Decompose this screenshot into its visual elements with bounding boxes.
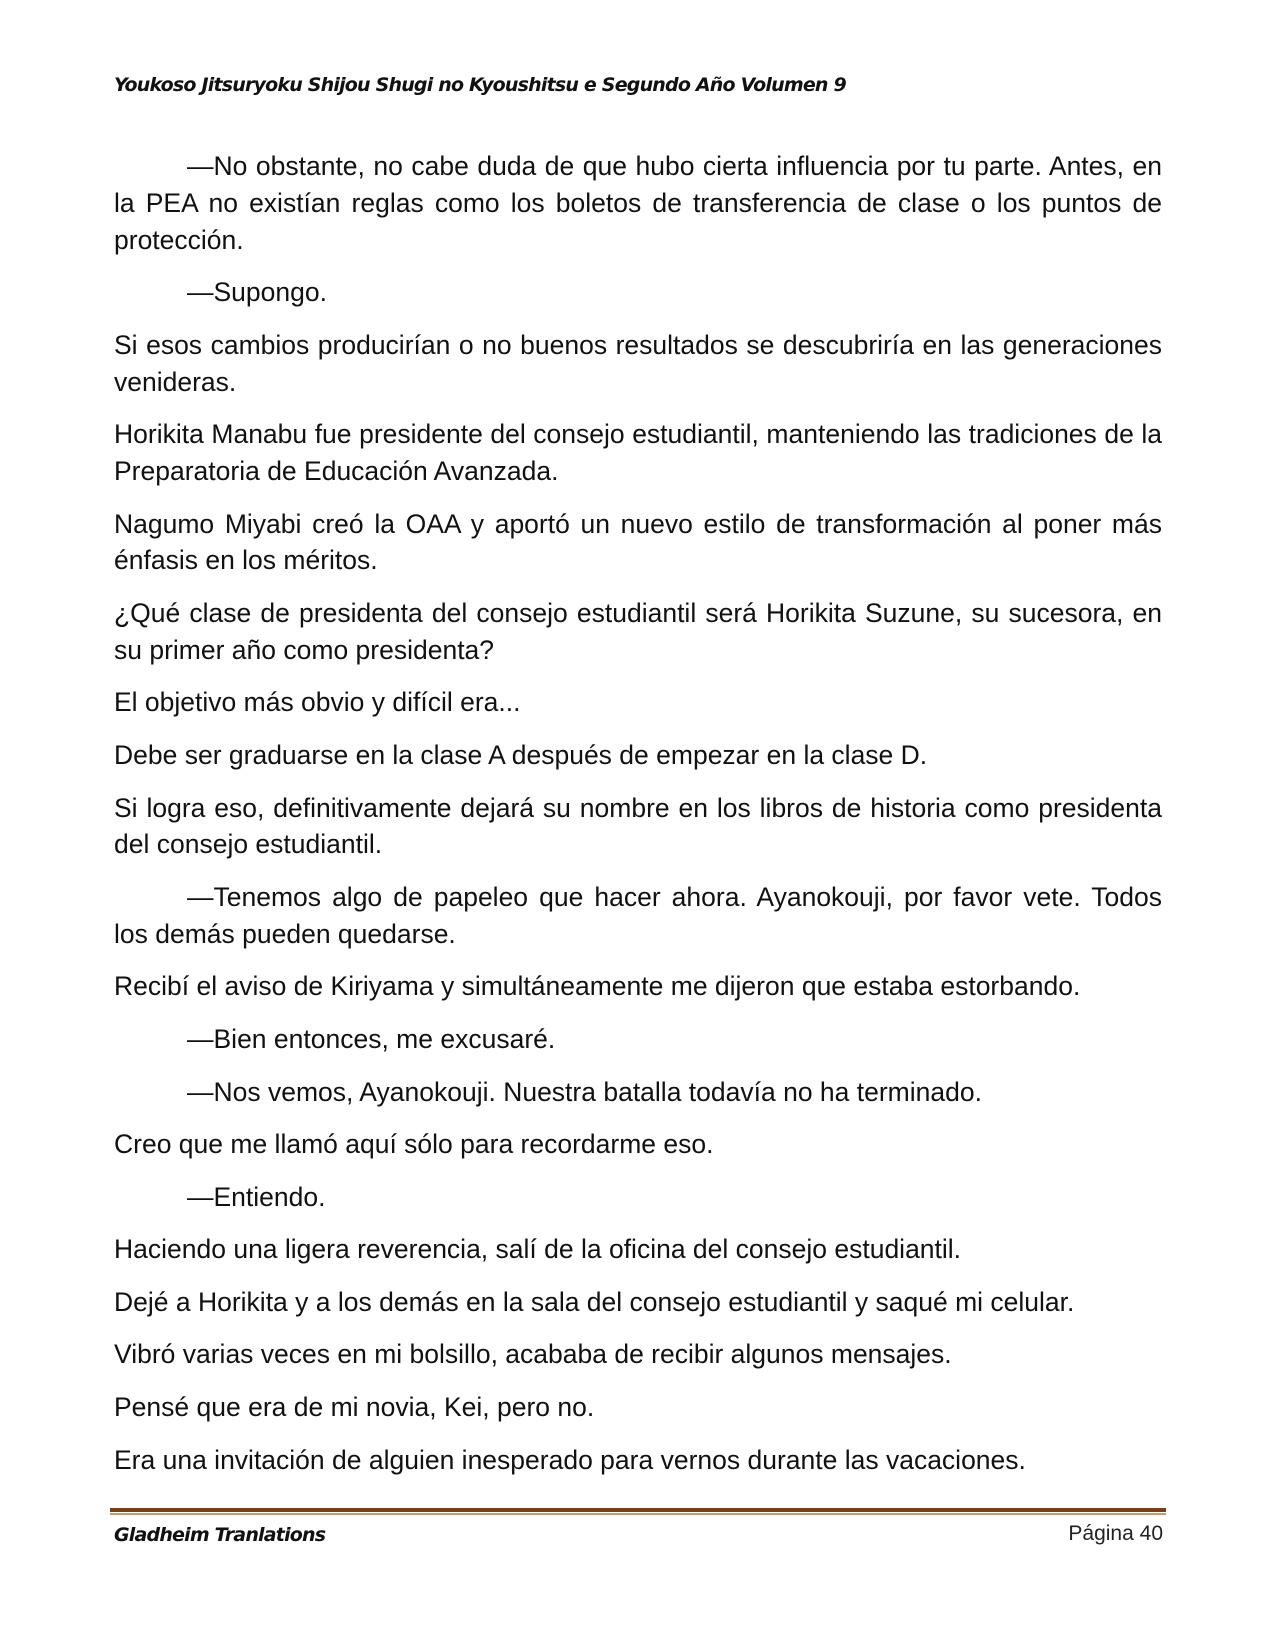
page-label: Página: [1068, 1522, 1134, 1545]
dialog-paragraph: —Bien entonces, me excusaré.: [187, 1023, 556, 1054]
dialog-paragraph: —Tenemos algo de papeleo que hacer ahora. Ayanokouji, por favor vete. Todos los demás pueden quedarse.: [114, 881, 1162, 949]
page-body: [114, 148, 1162, 1494]
paragraph: El objetivo más obvio y difícil era...: [114, 687, 521, 718]
running-header: Youkoso Jitsuryoku Shijou Shugi no Kyoushitsu e Segundo Año Volumen 9: [114, 74, 846, 96]
footer-credit: Gladheim Tranlations: [114, 1524, 326, 1546]
paragraph: Debe ser graduarse en la clase A después de empezar en la clase D.: [114, 739, 928, 770]
paragraph: ¿Qué clase de presidenta del consejo estudiantil será Horikita Suzune, su sucesora, en su primer año como presidenta?: [114, 597, 1162, 665]
paragraph: Nagumo Miyabi creó la OAA y aportó un nuevo estilo de transformación al poner más énfasis en los méritos.: [114, 508, 1162, 576]
paragraph: Si logra eso, definitivamente dejará su nombre en los libros de historia como presidenta del consejo estudiantil.: [114, 792, 1162, 860]
footer-rule: [110, 1508, 1166, 1513]
page-number-value: 40: [1139, 1522, 1163, 1545]
dialog-paragraph: —No obstante, no cabe duda de que hubo cierta influencia por tu parte. Antes, en la PEA no existían reglas como los boletos de transferencia de clase o los puntos de protección.: [114, 151, 1162, 255]
paragraph: Vibró varias veces en mi bolsillo, acababa de recibir algunos mensajes.: [114, 1339, 952, 1370]
paragraph: Creo que me llamó aquí sólo para recordarme eso.: [114, 1129, 714, 1160]
paragraph: Dejé a Horikita y a los demás en la sala del consejo estudiantil y saqué mi celular.: [114, 1286, 1075, 1317]
paragraph: Haciendo una ligera reverencia, salí de la oficina del consejo estudiantil.: [114, 1234, 962, 1265]
dialog-paragraph: —Entiendo.: [187, 1181, 326, 1212]
paragraph: Recibí el aviso de Kiriyama y simultáneamente me dijeron que estaba estorbando.: [114, 971, 1081, 1002]
paragraph: Si esos cambios producirían o no buenos resultados se descubriría en las generaciones venideras.: [114, 329, 1162, 397]
paragraph: Horikita Manabu fue presidente del consejo estudiantil, manteniendo las tradiciones de la Preparatoria de Educación Avanzada.: [114, 419, 1162, 486]
page-number: [1068, 1522, 1163, 1546]
dialog-paragraph: —Supongo.: [187, 277, 327, 308]
paragraph: Pensé que era de mi novia, Kei, pero no.: [114, 1392, 595, 1423]
paragraph: Era una invitación de alguien inesperado para vernos durante las vacaciones.: [114, 1444, 1026, 1475]
dialog-paragraph: —Nos vemos, Ayanokouji. Nuestra batalla todavía no ha terminado.: [187, 1076, 982, 1107]
